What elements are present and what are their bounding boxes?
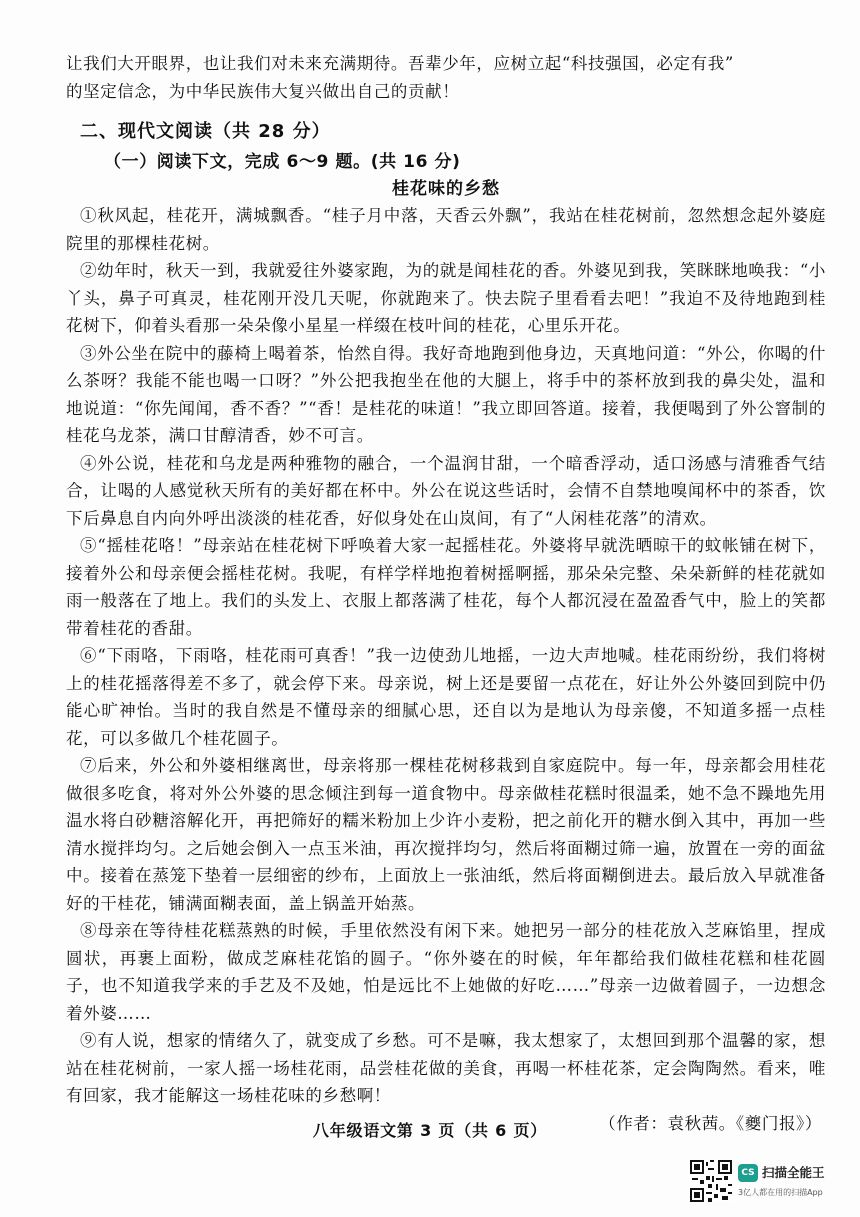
scanner-tagline: 3亿人都在用的扫描App: [738, 1188, 823, 1197]
paragraph-4: ④外公说，桂花和乌龙是两种雅物的融合，一个温润甘甜，一个暗香浮动，适口汤感与清雅香气结合，让喝的人感觉秋天所有的美好都在杯中。外公在说这些话时，会情不自禁地嗅闻杯中的茶香，饮下后鼻息自内向外呼出淡淡的桂花香，好似身处在山岚间，有了“人闲桂花落”的清欢。: [66, 453, 826, 528]
section-title: 二、现代文阅读（共 28 分）: [80, 121, 331, 142]
top-line-1: 让我们大开眼界，也让我们对未来充满期待。吾辈少年，应树立起“科技强国，必定有我”: [66, 54, 734, 73]
paragraph-6: ⑥“下雨咯，下雨咯，桂花雨可真香！”我一边使劲儿地摇，一边大声地喊。桂花雨纷纷，我们将树上的桂花摇落得差不多了，就会停下来。母亲说，树上还是要留一点花在，好让外公外婆回到院中仍能心旷神怡。当时的我自然是不懂母亲的细腻心思，还自以为是地认为母亲傻，不知道多摇一点桂花，可以多做几个桂花圆子。: [66, 646, 826, 748]
scanner-watermark: [690, 1160, 850, 1208]
page-footer: 八年级语文第 3 页（共 6 页）: [312, 1121, 548, 1140]
paragraph-2: ②幼年时，秋天一到，我就爱往外婆家跑，为的就是闻桂花的香。外婆见到我，笑眯眯地唤我：“小丫头，鼻子可真灵，桂花刚开没几天呢，你就跑来了。快去院子里看看去吧！”我迫不及待地跑到桂花树下，仰着头看那一朵朵像小星星一样缀在枝叶间的桂花，心里乐开花。: [66, 261, 826, 335]
paragraph-8: ⑧母亲在等待桂花糕蒸熟的时候，手里依然没有闲下来。她把另一部分的桂花放入芝麻馅里，捏成圆状，再裹上面粉，做成芝麻桂花馅的圆子。“你外婆在的时候，年年都给我们做桂花糕和桂花圆子，也不知道我学来的手艺及不及她，怕是远比不上她做的好吃……”母亲一边做着圆子，一边想念着外婆……: [66, 921, 826, 1023]
sub-title: （一）阅读下文，完成 6～9 题。(共 16 分): [104, 152, 461, 172]
author-credit: （作者：袁秋茜。《夔门报》）: [599, 1113, 822, 1133]
top-line-2: 的坚定信念，为中华民族伟大复兴做出自己的贡献！: [66, 81, 460, 101]
paragraph-3: ③外公坐在院中的藤椅上喝着茶，怡然自得。我好奇地跑到他身边，天真地问道：“外公，你喝的什么茶呀？我能不能也喝一口呀？”外公把我抱坐在他的大腿上，将手中的茶杯放到我的鼻尖处，温和地说道：“你先闻闻，香不香？”“香！是桂花的味道！”我立即回答道。接着，我便喝到了外公窨制的桂花乌龙茶，满口甘醇清香，妙不可言。: [66, 343, 826, 445]
cs-logo-icon: CS: [738, 1164, 758, 1182]
scanner-app-name: 扫描全能王: [762, 1165, 825, 1180]
page-content: [66, 50, 826, 1138]
paragraph-1: ①秋风起，桂花开，满城飘香。“桂子月中落，天香云外飘”，我站在桂花树前，忽然想念起外婆庭院里的那棵桂花树。: [66, 206, 826, 253]
paragraph-7: ⑦后来，外公和外婆相继离世，母亲将那一棵桂花树移栽到自家庭院中。每一年，母亲都会用桂花做很多吃食，将对外公外婆的思念倾注到每一道食物中。母亲做桂花糕时很温柔，她不急不躁地先用温水将白砂糖溶解化开，再把筛好的糯米粉加上少许小麦粉，把之前化开的糖水倒入其中，再加一些清水搅拌均匀。之后她会倒入一点玉米油，再次搅拌均匀，然后将面糊过筛一遍，放置在一旁的面盆中。接着在蒸笼下垫着一层细密的纱布，上面放上一张油纸，然后将面糊倒进去。最后放入早就准备好的干桂花，铺满面糊表面，盖上锅盖开始蒸。: [66, 756, 826, 913]
paragraph-9: ⑨有人说，想家的情绪久了，就变成了乡愁。可不是嘛，我太想家了，太想回到那个温馨的家，想站在桂花树前，一家人摇一场桂花雨，品尝桂花做的美食，再喝一杯桂花茶，定会陶陶然。看来，唯有回家，我才能解这一场桂花味的乡愁啊！: [66, 1031, 826, 1105]
paragraph-5: ⑤“摇桂花咯！”母亲站在桂花树下呼唤着大家一起摇桂花。外婆将早就洗晒晾干的蚊帐铺在树下，接着外公和母亲便会摇桂花树。我呢，有样学样地抱着树摇啊摇，那朵朵完整、朵朵新鲜的桂花就如雨一般落在了地上。我们的头发上、衣服上都落满了桂花，每个人都沉浸在盈盈香气中，脸上的笑都带着桂花的香甜。: [66, 536, 826, 638]
qr-code-icon: [690, 1160, 732, 1202]
article-title: 桂花味的乡愁: [392, 179, 500, 199]
